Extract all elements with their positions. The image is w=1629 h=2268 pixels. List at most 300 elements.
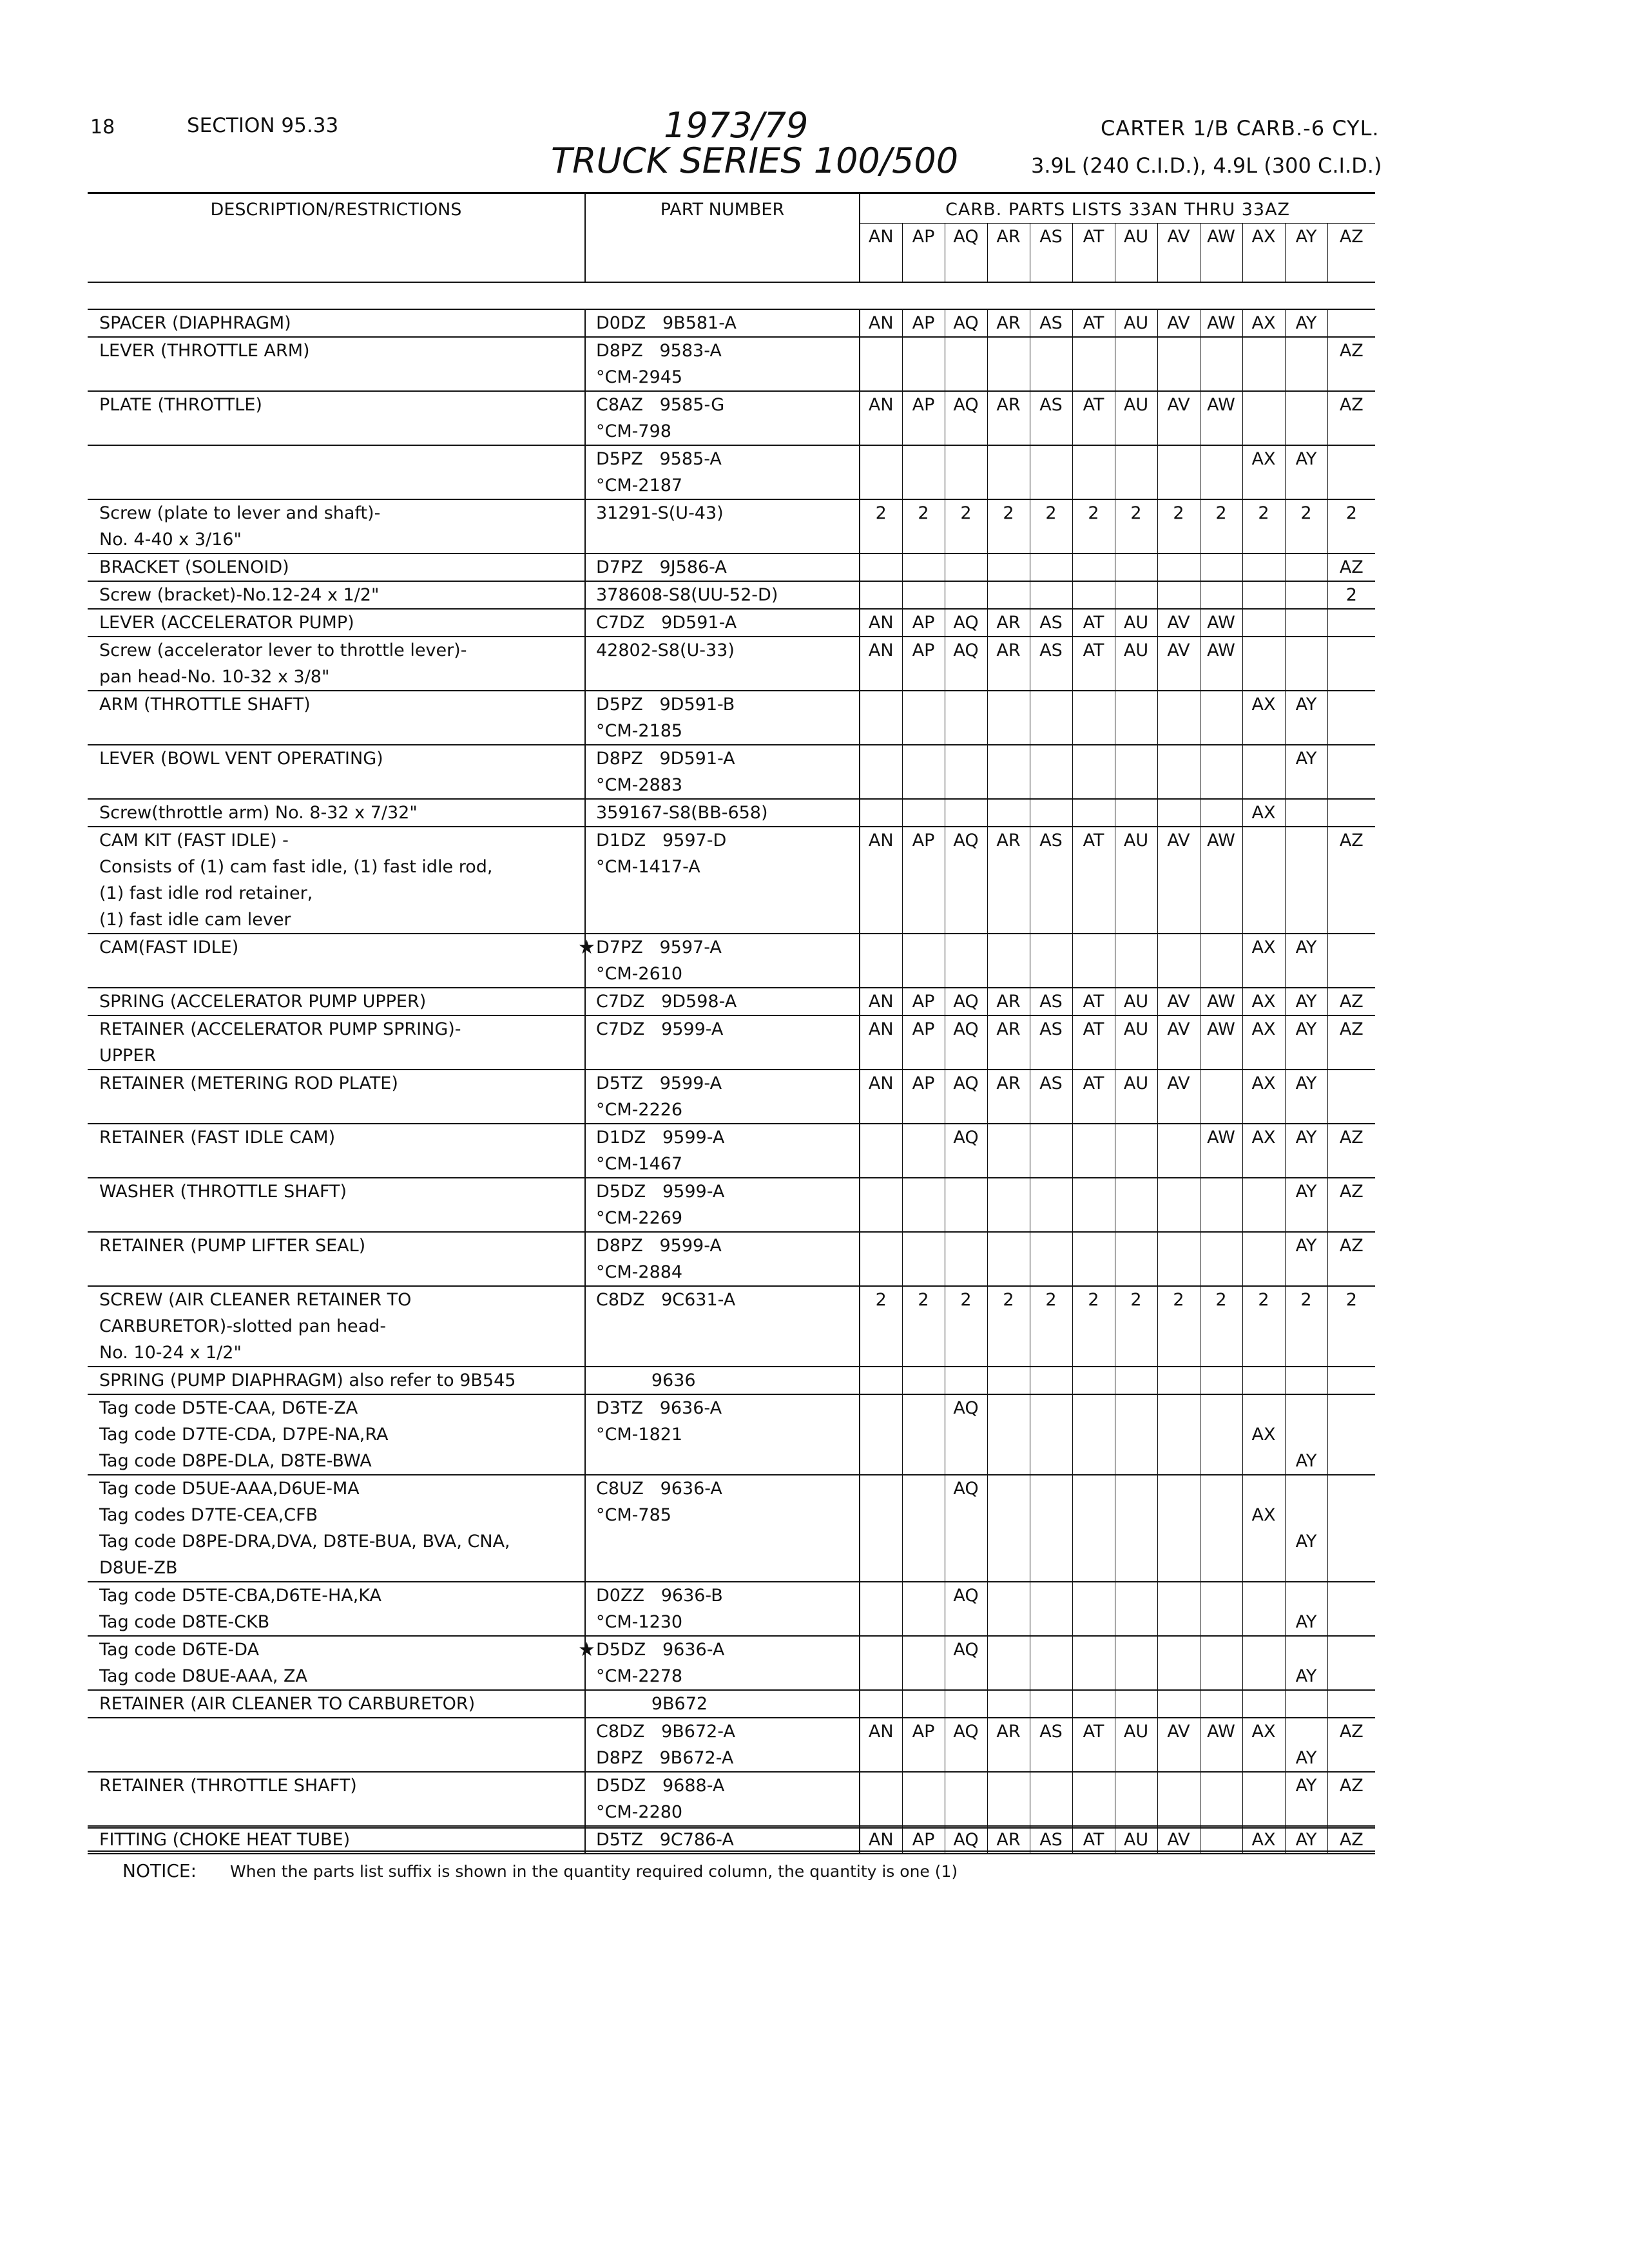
quantity-cell	[1157, 799, 1200, 827]
quantity-cell	[1072, 337, 1115, 391]
quantity-cell	[987, 799, 1030, 827]
quantity-cell: 2	[945, 1286, 987, 1367]
quantity-cell: AY	[1285, 1232, 1327, 1286]
quantity-cell: AP	[902, 1718, 945, 1772]
quantity-cell: AX	[1242, 1826, 1285, 1854]
quantity-cell: AU	[1115, 637, 1157, 691]
part-number: D3TZ 9636-A °CM-1821	[596, 1398, 722, 1445]
part-description: ARM (THROTTLE SHAFT)	[88, 691, 585, 745]
quantity-cell: AQ	[945, 1718, 987, 1772]
quantity-cell: AX	[1242, 1718, 1285, 1772]
quantity-cell	[1072, 1124, 1115, 1178]
quantity-cell	[1030, 1367, 1072, 1394]
quantity-cell: 2	[1157, 1286, 1200, 1367]
quantity-cell: AS	[1030, 1015, 1072, 1070]
quantity-cell: AQ	[945, 827, 987, 934]
part-description: Screw (bracket)-No.12-24 x 1/2"	[88, 581, 585, 609]
quantity-cell: AR	[987, 1070, 1030, 1124]
quantity-cell	[1072, 1178, 1115, 1232]
part-number: D5DZ 9688-A °CM-2280	[596, 1776, 725, 1822]
part-number-cell	[585, 988, 860, 1015]
quantity-cell: AW	[1200, 309, 1242, 337]
part-number: 378608-S8(UU-52-D)	[596, 585, 778, 605]
quantity-cell	[987, 1582, 1030, 1636]
part-number: C7DZ 9599-A	[596, 1019, 724, 1039]
quantity-cell	[1115, 1636, 1157, 1690]
quantity-cell	[1157, 553, 1200, 581]
part-description: Tag code D5TE-CAA, D6TE-ZA Tag code D7TE-CDA, D7PE-NA,RA Tag code D8PE-DLA, D8TE-BWA	[88, 1394, 585, 1475]
quantity-cell	[1072, 1772, 1115, 1826]
quantity-cell: AP	[902, 1826, 945, 1854]
code-column-header: AR	[987, 224, 1030, 283]
quantity-cell	[1200, 799, 1242, 827]
quantity-cell	[860, 445, 902, 499]
quantity-cell	[1072, 799, 1115, 827]
quantity-cell	[1327, 934, 1375, 988]
quantity-cell	[1030, 799, 1072, 827]
quantity-cell	[1200, 1070, 1242, 1124]
quantity-cell: AR	[987, 1015, 1030, 1070]
quantity-cell: AV	[1157, 1015, 1200, 1070]
quantity-cell: AZ	[1327, 1178, 1375, 1232]
quantity-cell	[1157, 581, 1200, 609]
quantity-cell: 2	[1327, 1286, 1375, 1367]
quantity-cell	[1030, 1636, 1072, 1690]
quantity-cell	[902, 581, 945, 609]
part-number-cell	[585, 581, 860, 609]
quantity-cell	[1285, 799, 1327, 827]
quantity-cell: AT	[1072, 637, 1115, 691]
quantity-cell	[1200, 1232, 1242, 1286]
quantity-cell	[1242, 1367, 1285, 1394]
part-description: CAM(FAST IDLE)	[88, 934, 585, 988]
quantity-cell: AT	[1072, 309, 1115, 337]
quantity-cell	[987, 553, 1030, 581]
quantity-cell	[945, 691, 987, 745]
quantity-cell	[1200, 1826, 1242, 1854]
quantity-cell	[1115, 1124, 1157, 1178]
quantity-cell: AU	[1115, 1718, 1157, 1772]
quantity-cell	[860, 1394, 902, 1475]
quantity-cell	[1030, 1475, 1072, 1582]
part-description: Tag code D5TE-CBA,D6TE-HA,KA Tag code D8TE-CKB	[88, 1582, 585, 1636]
table-row	[88, 1286, 1375, 1367]
quantity-cell: 2	[1115, 1286, 1157, 1367]
quantity-cell	[902, 1636, 945, 1690]
code-column-header: AP	[902, 224, 945, 283]
quantity-cell	[1285, 1690, 1327, 1718]
quantity-cell	[1072, 745, 1115, 799]
quantity-cell: AX	[1242, 1124, 1285, 1178]
quantity-cell	[1327, 1690, 1375, 1718]
quantity-cell	[1030, 581, 1072, 609]
quantity-cell	[1030, 1178, 1072, 1232]
quantity-cell	[1285, 827, 1327, 934]
quantity-cell	[987, 581, 1030, 609]
quantity-cell: AV	[1157, 827, 1200, 934]
part-number: D0DZ 9B581-A	[596, 313, 737, 333]
quantity-cell	[1242, 1232, 1285, 1286]
quantity-cell: AY	[1285, 309, 1327, 337]
quantity-cell: AW	[1200, 609, 1242, 637]
part-number-cell	[585, 1772, 860, 1826]
quantity-cell	[902, 1475, 945, 1582]
part-description: CAM KIT (FAST IDLE) - Consists of (1) cam fast idle, (1) fast idle rod, (1) fast idle rod retainer, (1) fast idle cam lever	[88, 827, 585, 934]
notice-label: NOTICE:	[122, 1860, 197, 1881]
part-number-cell	[585, 391, 860, 445]
quantity-cell	[945, 581, 987, 609]
quantity-cell	[902, 745, 945, 799]
quantity-cell	[1115, 1232, 1157, 1286]
part-description: RETAINER (PUMP LIFTER SEAL)	[88, 1232, 585, 1286]
quantity-cell: AT	[1072, 609, 1115, 637]
quantity-cell	[1115, 1178, 1157, 1232]
quantity-cell: AX	[1242, 1475, 1285, 1582]
quantity-cell: AN	[860, 827, 902, 934]
quantity-cell	[1327, 1070, 1375, 1124]
quantity-cell	[1115, 581, 1157, 609]
table-row	[88, 391, 1375, 445]
table-row	[88, 1718, 1375, 1772]
quantity-cell: AS	[1030, 1826, 1072, 1854]
quantity-cell	[860, 799, 902, 827]
part-number-cell	[585, 745, 860, 799]
quantity-cell	[1115, 1475, 1157, 1582]
quantity-cell	[1115, 337, 1157, 391]
part-description: RETAINER (ACCELERATOR PUMP SPRING)- UPPER	[88, 1015, 585, 1070]
quantity-cell: AR	[987, 391, 1030, 445]
quantity-cell: AV	[1157, 637, 1200, 691]
quantity-cell: 2	[1285, 499, 1327, 553]
quantity-cell	[1285, 637, 1327, 691]
quantity-cell: AT	[1072, 1718, 1115, 1772]
quantity-cell	[1157, 1772, 1200, 1826]
part-number-cell	[585, 309, 860, 337]
quantity-cell: AN	[860, 1015, 902, 1070]
quantity-cell	[1030, 1690, 1072, 1718]
quantity-cell	[1242, 391, 1285, 445]
quantity-cell	[1157, 1582, 1200, 1636]
code-column-header: AY	[1285, 224, 1327, 283]
quantity-cell: AZ	[1327, 391, 1375, 445]
table-row	[88, 1826, 1375, 1854]
quantity-cell: 2	[860, 499, 902, 553]
part-number: D5DZ 9636-A °CM-2278	[596, 1640, 725, 1686]
quantity-cell	[1242, 827, 1285, 934]
quantity-cell: AU	[1115, 391, 1157, 445]
quantity-cell: AQ	[945, 1015, 987, 1070]
parts-table	[88, 192, 1375, 1854]
part-description: RETAINER (METERING ROD PLATE)	[88, 1070, 585, 1124]
quantity-cell	[1200, 1367, 1242, 1394]
quantity-cell	[1327, 745, 1375, 799]
quantity-cell: AU	[1115, 609, 1157, 637]
quantity-cell	[1327, 1394, 1375, 1475]
quantity-cell: AW	[1200, 988, 1242, 1015]
quantity-cell: AV	[1157, 1718, 1200, 1772]
quantity-cell	[1242, 609, 1285, 637]
part-description: Tag code D5UE-AAA,D6UE-MA Tag codes D7TE-CEA,CFB Tag code D8PE-DRA,DVA, D8TE-BUA, BVA, CNA, D8UE-ZB	[88, 1475, 585, 1582]
quantity-cell: AQ	[945, 637, 987, 691]
part-number: C7DZ 9D591-A	[596, 613, 737, 633]
part-description	[88, 445, 585, 499]
part-number-cell	[585, 637, 860, 691]
quantity-cell	[1072, 445, 1115, 499]
quantity-cell: AP	[902, 1015, 945, 1070]
quantity-cell	[1115, 1367, 1157, 1394]
table-row	[88, 691, 1375, 745]
quantity-cell	[1200, 1772, 1242, 1826]
quantity-cell: 2	[1115, 499, 1157, 553]
quantity-cell	[987, 745, 1030, 799]
part-number-cell	[585, 691, 860, 745]
quantity-cell	[1072, 553, 1115, 581]
part-number: D1DZ 9599-A °CM-1467	[596, 1128, 725, 1174]
table-row	[88, 637, 1375, 691]
notice-rule	[88, 1850, 1375, 1852]
part-number-cell	[578, 934, 860, 988]
quantity-cell: AX	[1242, 799, 1285, 827]
code-column-header: AV	[1157, 224, 1200, 283]
section-number: SECTION 95.33	[187, 114, 339, 137]
quantity-cell	[1030, 691, 1072, 745]
part-number: 42802-S8(U-33)	[596, 640, 735, 660]
quantity-cell: AZ	[1327, 337, 1375, 391]
part-number-cell	[585, 1394, 860, 1475]
quantity-cell	[1115, 1690, 1157, 1718]
quantity-cell: 2	[902, 1286, 945, 1367]
part-description: RETAINER (FAST IDLE CAM)	[88, 1124, 585, 1178]
quantity-cell	[1157, 1636, 1200, 1690]
quantity-cell	[1242, 581, 1285, 609]
quantity-cell	[860, 1178, 902, 1232]
quantity-cell	[860, 1636, 902, 1690]
quantity-cell	[860, 934, 902, 988]
quantity-cell	[1157, 934, 1200, 988]
carb-parts-lists-header: CARB. PARTS LISTS 33AN THRU 33AZ	[860, 193, 1375, 224]
page-number: 18	[90, 116, 115, 139]
quantity-cell	[860, 1582, 902, 1636]
quantity-cell: 2	[1200, 499, 1242, 553]
quantity-cell: AW	[1200, 827, 1242, 934]
quantity-cell	[1157, 337, 1200, 391]
quantity-cell: AY	[1285, 1475, 1327, 1582]
quantity-cell	[1200, 1178, 1242, 1232]
part-number-cell	[585, 609, 860, 637]
quantity-cell	[1030, 445, 1072, 499]
quantity-cell	[1072, 1582, 1115, 1636]
quantity-cell	[1327, 637, 1375, 691]
quantity-cell	[902, 1232, 945, 1286]
table-row	[88, 1232, 1375, 1286]
quantity-cell: AP	[902, 609, 945, 637]
quantity-cell: 2	[1327, 499, 1375, 553]
part-description: WASHER (THROTTLE SHAFT)	[88, 1178, 585, 1232]
quantity-cell	[902, 445, 945, 499]
quantity-cell: AV	[1157, 391, 1200, 445]
quantity-cell	[1327, 609, 1375, 637]
table-row	[88, 1690, 1375, 1718]
quantity-cell: AS	[1030, 1070, 1072, 1124]
part-number-cell	[585, 499, 860, 553]
quantity-cell	[945, 1772, 987, 1826]
quantity-cell	[860, 337, 902, 391]
quantity-cell	[1242, 337, 1285, 391]
table-row	[88, 1582, 1375, 1636]
quantity-cell	[1200, 553, 1242, 581]
part-number-cell	[585, 827, 860, 934]
quantity-cell: AV	[1157, 609, 1200, 637]
quantity-cell: AP	[902, 637, 945, 691]
part-description: SPACER (DIAPHRAGM)	[88, 309, 585, 337]
quantity-cell: AU	[1115, 1070, 1157, 1124]
quantity-cell	[1030, 745, 1072, 799]
quantity-cell: AW	[1200, 1015, 1242, 1070]
quantity-cell	[945, 1690, 987, 1718]
table-row	[88, 1394, 1375, 1475]
quantity-cell	[1200, 934, 1242, 988]
part-description: SPRING (PUMP DIAPHRAGM) also refer to 9B545	[88, 1367, 585, 1394]
quantity-cell: AQ	[945, 1475, 987, 1582]
part-description: FITTING (CHOKE HEAT TUBE)	[88, 1826, 585, 1854]
star-icon: ★	[578, 936, 595, 959]
truck-series-title: TRUCK SERIES 100/500	[551, 140, 959, 181]
quantity-cell	[1200, 745, 1242, 799]
part-number: 9636	[596, 1370, 696, 1390]
quantity-cell: AZ	[1327, 827, 1375, 934]
quantity-cell	[1115, 1394, 1157, 1475]
quantity-cell	[902, 1772, 945, 1826]
quantity-cell: AZ	[1327, 1232, 1375, 1286]
quantity-cell	[1030, 1772, 1072, 1826]
quantity-cell: AU	[1115, 309, 1157, 337]
part-number: C8UZ 9636-A °CM-785	[596, 1479, 722, 1525]
table-row	[88, 309, 1375, 337]
quantity-cell: AS	[1030, 827, 1072, 934]
quantity-cell	[1285, 553, 1327, 581]
quantity-cell: AV	[1157, 1070, 1200, 1124]
part-description: SPRING (ACCELERATOR PUMP UPPER)	[88, 988, 585, 1015]
code-column-header: AW	[1200, 224, 1242, 283]
quantity-cell	[1157, 1232, 1200, 1286]
quantity-cell	[1200, 581, 1242, 609]
quantity-cell	[987, 445, 1030, 499]
quantity-cell: AP	[902, 391, 945, 445]
quantity-cell: 2	[1030, 499, 1072, 553]
quantity-cell	[1157, 1367, 1200, 1394]
quantity-cell	[1157, 1394, 1200, 1475]
quantity-cell	[1030, 337, 1072, 391]
quantity-cell	[1072, 691, 1115, 745]
star-icon: ★	[578, 1639, 595, 1661]
quantity-cell: AQ	[945, 1394, 987, 1475]
quantity-cell: AT	[1072, 391, 1115, 445]
part-number-cell	[585, 1178, 860, 1232]
quantity-cell	[1157, 1178, 1200, 1232]
quantity-cell: 2	[987, 499, 1030, 553]
quantity-cell	[902, 1178, 945, 1232]
table-row	[88, 934, 1375, 988]
quantity-cell	[945, 799, 987, 827]
part-number: D8PZ 9D591-A °CM-2883	[596, 749, 735, 795]
quantity-cell: AZ	[1327, 988, 1375, 1015]
table-row	[88, 1178, 1375, 1232]
quantity-cell	[1157, 691, 1200, 745]
table-row	[88, 799, 1375, 827]
quantity-cell	[1115, 445, 1157, 499]
header-spacer	[88, 282, 1375, 309]
quantity-cell	[945, 934, 987, 988]
quantity-cell: AZ	[1327, 1826, 1375, 1854]
quantity-cell: AP	[902, 309, 945, 337]
quantity-cell	[1327, 1582, 1375, 1636]
part-number: D5TZ 9599-A °CM-2226	[596, 1073, 722, 1120]
quantity-cell	[1157, 1124, 1200, 1178]
quantity-cell: AS	[1030, 637, 1072, 691]
quantity-cell: AY	[1285, 1124, 1327, 1178]
quantity-cell: AV	[1157, 988, 1200, 1015]
part-number-cell	[585, 799, 860, 827]
quantity-cell: 2	[860, 1286, 902, 1367]
quantity-cell	[1030, 1124, 1072, 1178]
quantity-cell	[860, 1367, 902, 1394]
quantity-cell	[860, 553, 902, 581]
quantity-cell: AN	[860, 637, 902, 691]
quantity-cell: AX	[1242, 988, 1285, 1015]
quantity-cell: AY	[1285, 745, 1327, 799]
quantity-cell	[860, 1124, 902, 1178]
code-column-header: AQ	[945, 224, 987, 283]
part-number: D1DZ 9597-D °CM-1417-A	[596, 831, 727, 877]
quantity-cell	[987, 1367, 1030, 1394]
table-row	[88, 988, 1375, 1015]
quantity-cell: AT	[1072, 1826, 1115, 1854]
quantity-cell: AQ	[945, 309, 987, 337]
part-number-cell	[585, 1367, 860, 1394]
quantity-cell: AT	[1072, 1015, 1115, 1070]
quantity-cell: AP	[902, 827, 945, 934]
quantity-cell	[987, 1772, 1030, 1826]
quantity-cell	[945, 1367, 987, 1394]
quantity-cell	[1327, 445, 1375, 499]
quantity-cell	[1242, 745, 1285, 799]
quantity-cell: 2	[1327, 581, 1375, 609]
quantity-cell: AQ	[945, 1826, 987, 1854]
quantity-cell	[902, 337, 945, 391]
quantity-cell	[1115, 1582, 1157, 1636]
quantity-cell	[1115, 799, 1157, 827]
quantity-cell: AZ	[1327, 1015, 1375, 1070]
code-column-header: AT	[1072, 224, 1115, 283]
quantity-cell	[902, 934, 945, 988]
quantity-cell: AX	[1242, 1015, 1285, 1070]
quantity-cell: 2	[987, 1286, 1030, 1367]
quantity-cell: AS	[1030, 309, 1072, 337]
notice-text: When the parts list suffix is shown in the quantity required column, the quantity is one (1)	[230, 1862, 958, 1881]
quantity-cell: AX	[1242, 445, 1285, 499]
quantity-cell: AU	[1115, 827, 1157, 934]
quantity-cell	[860, 691, 902, 745]
quantity-cell	[902, 1582, 945, 1636]
quantity-cell	[860, 1232, 902, 1286]
quantity-cell	[1327, 691, 1375, 745]
quantity-cell: AQ	[945, 1124, 987, 1178]
quantity-cell	[1285, 391, 1327, 445]
table-row	[88, 1367, 1375, 1394]
quantity-cell: AT	[1072, 827, 1115, 934]
part-number-column-header: PART NUMBER	[585, 193, 860, 283]
quantity-cell: AY	[1285, 691, 1327, 745]
